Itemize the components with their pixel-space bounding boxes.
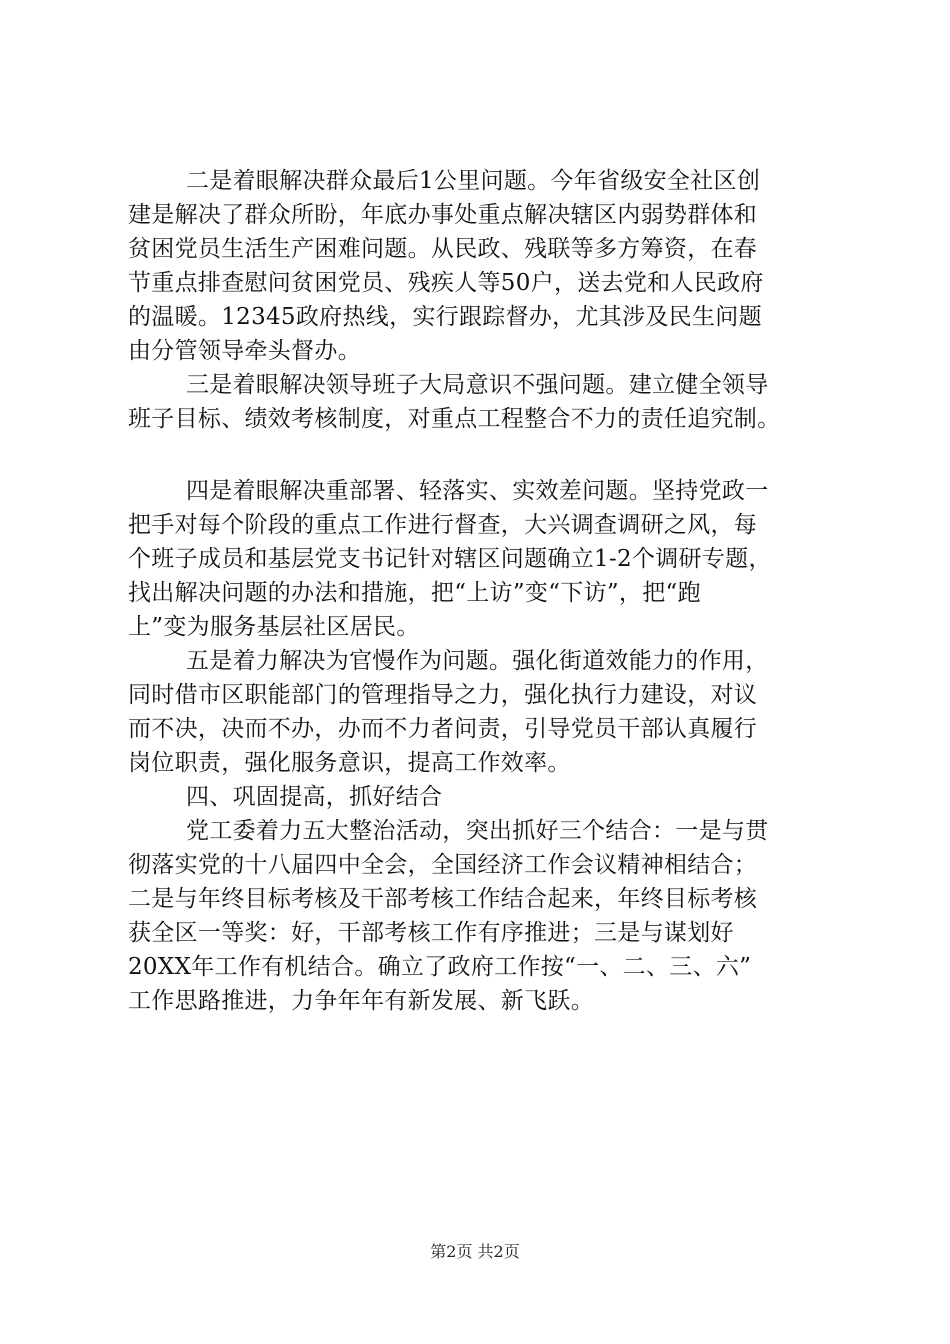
text-line: 获全区一等奖：好，干部考核工作有序推进；三是与谋划好 — [128, 920, 734, 946]
paragraph-implementation — [128, 474, 828, 644]
text-line: 而不决，决而不办，办而不力者问责，引导党员干部认真履行 — [128, 716, 758, 742]
text-line: 的温暖。12345政府热线，实行跟踪督办，尤其涉及民生问题 — [128, 304, 762, 330]
text-line: 五是着力解决为官慢作为问题。强化街道效能力的作用， — [186, 648, 769, 674]
paragraph-poverty-relief — [128, 164, 828, 368]
section-heading — [128, 780, 828, 814]
paragraph-leadership-awareness — [128, 368, 828, 436]
text-line: 班子目标、绩效考核制度，对重点工程整合不力的责任追究制。 — [128, 406, 781, 432]
text-line: 工作思路推进，力争年年有新发展、新飞跃。 — [128, 988, 594, 1014]
text-line: 建是解决了群众所盼，年底办事处重点解决辖区内弱势群体和 — [128, 202, 758, 228]
text-line: 二是与年终目标考核及干部考核工作结合起来，年终目标考核 — [128, 886, 758, 912]
text-line: 彻落实党的十八届四中全会，全国经济工作会议精神相结合； — [128, 852, 758, 878]
paragraph-three-combinations — [128, 814, 828, 1018]
text-line: 四是着眼解决重部署、轻落实、实效差问题。坚持党政一 — [186, 478, 769, 504]
text-line: 上”变为服务基层社区居民。 — [128, 614, 420, 640]
paragraph-spacer — [128, 436, 828, 474]
text-line: 找出解决问题的办法和措施，把“上访”变“下访”，把“跑 — [128, 580, 701, 606]
paragraph-official-conduct — [128, 644, 828, 780]
text-line: 贫困党员生活生产困难问题。从民政、残联等多方筹资，在春 — [128, 236, 758, 262]
text-line: 同时借市区职能部门的管理指导之力，强化执行力建设，对议 — [128, 682, 758, 708]
text-line: 20XX年工作有机结合。确立了政府工作按“一、二、三、六” — [128, 954, 752, 980]
text-line: 三是着眼解决领导班子大局意识不强问题。建立健全领导 — [186, 372, 769, 398]
text-line: 把手对每个阶段的重点工作进行督查，大兴调查调研之风，每 — [128, 512, 758, 538]
text-line: 个班子成员和基层党支书记针对辖区问题确立1-2个调研专题， — [128, 546, 772, 572]
text-line: 党工委着力五大整治活动，突出抓好三个结合：一是与贯 — [186, 818, 769, 844]
text-line: 二是着眼解决群众最后1公里问题。今年省级安全社区创 — [186, 168, 761, 194]
text-line: 节重点排查慰问贫困党员、残疾人等50户，送去党和人民政府 — [128, 270, 764, 296]
text-line: 由分管领导牵头督办。 — [128, 338, 361, 364]
page-number-footer: 第2页 共2页 — [430, 1242, 520, 1261]
text-line: 岗位职责，强化服务意识，提高工作效率。 — [128, 750, 571, 776]
section-heading-text: 四、巩固提高，抓好结合 — [186, 784, 443, 810]
document-body — [128, 164, 828, 1018]
